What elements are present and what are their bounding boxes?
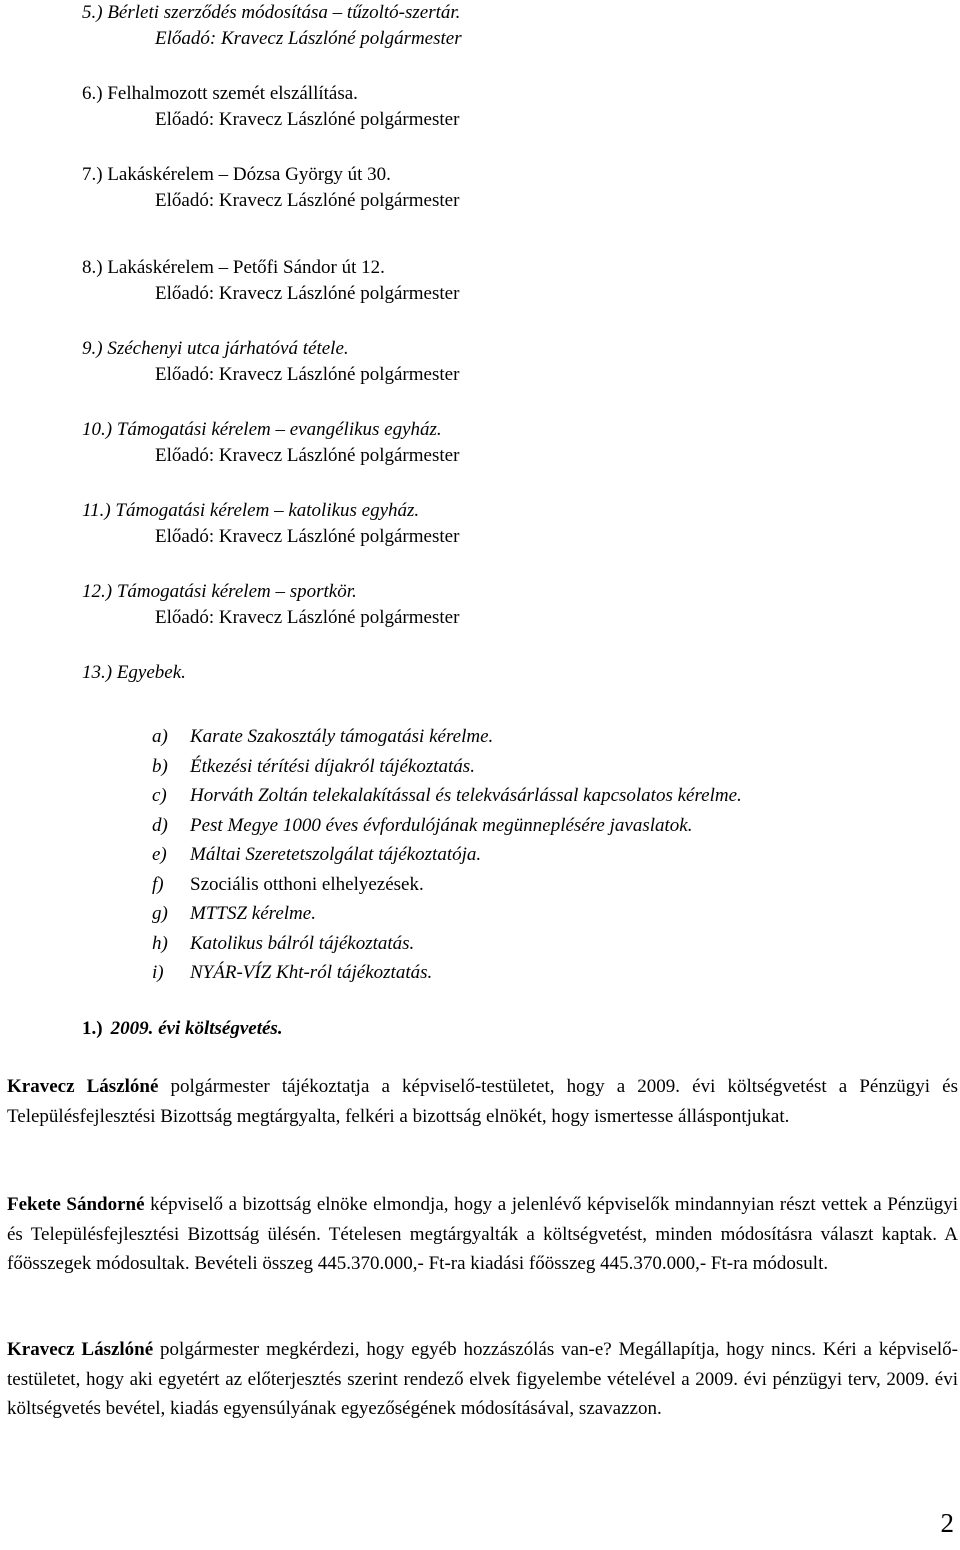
list-item-letter: b) xyxy=(152,755,168,777)
paragraph-text: polgármester tájékoztatja a képviselő-testületet, hogy a 2009. évi költségvetést a Pénzügyi és Településfejlesztési Bizottság megtárgyalta, felkéri a bizottság elnökét, hogy ismertesse álláspontjukat. xyxy=(7,1076,958,1127)
section-number: 1.) xyxy=(82,1018,103,1039)
minutes-paragraph xyxy=(7,1335,958,1424)
agenda-item-title: 10.) Támogatási kérelem – evangélikus egyház. xyxy=(82,419,442,440)
agenda-item-presenter: Előadó: Kravecz Lászlóné polgármester xyxy=(155,28,462,49)
agenda-item-title: 5.) Bérleti szerződés módosítása – tűzoltó-szertár. xyxy=(82,2,461,23)
agenda-item xyxy=(82,0,942,52)
minutes-paragraph xyxy=(7,1190,958,1279)
list-item xyxy=(152,722,942,752)
section-heading xyxy=(82,1016,283,1042)
list-item-text: Katolikus bálról tájékoztatás. xyxy=(190,932,415,954)
minutes-paragraph xyxy=(7,1072,958,1131)
agenda-item-presenter: Előadó: Kravecz Lászlóné polgármester xyxy=(155,607,460,628)
agenda-item xyxy=(82,162,942,214)
list-item xyxy=(152,840,942,870)
list-item-letter: a) xyxy=(152,726,168,747)
agenda-item-title: 12.) Támogatási kérelem – sportkör. xyxy=(82,581,357,602)
list-item-letter: h) xyxy=(152,932,168,954)
list-item xyxy=(152,870,942,900)
section-title: 2009. évi költségvetés. xyxy=(110,1018,283,1039)
agenda-item-title: 11.) Támogatási kérelem – katolikus egyház. xyxy=(82,500,420,521)
list-item xyxy=(152,781,942,811)
agenda-item-title: 9.) Széchenyi utca járhatóvá tétele. xyxy=(82,338,349,359)
list-item-text: MTTSZ kérelme. xyxy=(190,903,316,924)
list-item-text: Karate Szakosztály támogatási kérelme. xyxy=(190,726,494,747)
paragraph-text: polgármester megkérdezi, hogy egyéb hozzászólás van-e? Megállapítja, hogy nincs. Kéri a képviselő-testületet, hogy aki egyetért az előterjesztés szerint rendező elvek figyelembe vételével a 2009. évi pénzügyi terv, 2009. évi költségvetés bevétel, kiadás egyensúlyának egyezőségének módosításával, szavazzon. xyxy=(7,1339,958,1419)
paragraph-text: képviselő a bizottság elnöke elmondja, hogy a jelenlévő képviselők mindannyian részt vettek a Pénzügyi és Településfejlesztési Bizottság ülésén. Tételesen megtárgyalták a költségvetést, minden módosításra választ kaptak. A főösszegek módosultak. Bevételi összeg 445.370.000,- Ft-ra kiadási főösszeg 445.370.000,- Ft-ra módosult. xyxy=(7,1194,958,1274)
list-item-letter: f) xyxy=(152,873,164,895)
speaker-name: Fekete Sándorné xyxy=(7,1194,145,1215)
agenda-item xyxy=(82,417,942,469)
list-item xyxy=(152,958,942,988)
agenda-item xyxy=(82,579,942,631)
list-item-letter: g) xyxy=(152,903,168,924)
agenda-item-presenter: Előadó: Kravecz Lászlóné polgármester xyxy=(155,283,460,304)
agenda-item-title: 8.) Lakáskérelem – Petőfi Sándor út 12. xyxy=(82,257,385,278)
list-item xyxy=(152,752,942,782)
page-number: 2 xyxy=(940,1508,954,1538)
list-item-text: Pest Megye 1000 éves évfordulójának megünneplésére javaslatok. xyxy=(190,814,693,836)
list-item xyxy=(152,929,942,959)
other-items-list xyxy=(152,722,942,988)
list-item-text: NYÁR-VÍZ Kht-ról tájékoztatás. xyxy=(190,962,433,983)
agenda-item xyxy=(82,660,942,686)
list-item-text: Étkezési térítési díjakról tájékoztatás. xyxy=(190,755,475,777)
speaker-name: Kravecz Lászlóné xyxy=(7,1339,154,1360)
speaker-name: Kravecz Lászlóné xyxy=(7,1076,159,1097)
agenda-item-title: 6.) Felhalmozott szemét elszállítása. xyxy=(82,83,358,104)
agenda-item-presenter: Előadó: Kravecz Lászlóné polgármester xyxy=(155,109,460,130)
list-item xyxy=(152,899,942,929)
list-item-letter: i) xyxy=(152,962,164,983)
agenda-item-presenter: Előadó: Kravecz Lászlóné polgármester xyxy=(155,526,460,547)
agenda-item xyxy=(82,81,942,133)
agenda-item xyxy=(82,255,942,307)
list-item-letter: c) xyxy=(152,785,167,806)
agenda-item xyxy=(82,498,942,550)
list-item-text: Horváth Zoltán telekalakítással és telekvásárlással kapcsolatos kérelme. xyxy=(190,785,742,806)
agenda-list xyxy=(82,0,942,686)
agenda-item-title: 7.) Lakáskérelem – Dózsa György út 30. xyxy=(82,164,391,185)
list-item xyxy=(152,811,942,841)
list-item-text: Szociális otthoni elhelyezések. xyxy=(190,873,424,895)
agenda-item-title: 13.) Egyebek. xyxy=(82,662,186,683)
agenda-item-presenter: Előadó: Kravecz Lászlóné polgármester xyxy=(155,364,460,385)
agenda-item-presenter: Előadó: Kravecz Lászlóné polgármester xyxy=(155,445,460,466)
agenda-item xyxy=(82,336,942,388)
agenda-item-presenter: Előadó: Kravecz Lászlóné polgármester xyxy=(155,190,460,211)
list-item-text: Máltai Szeretetszolgálat tájékoztatója. xyxy=(190,844,482,865)
list-item-letter: e) xyxy=(152,844,167,865)
list-item-letter: d) xyxy=(152,814,168,836)
